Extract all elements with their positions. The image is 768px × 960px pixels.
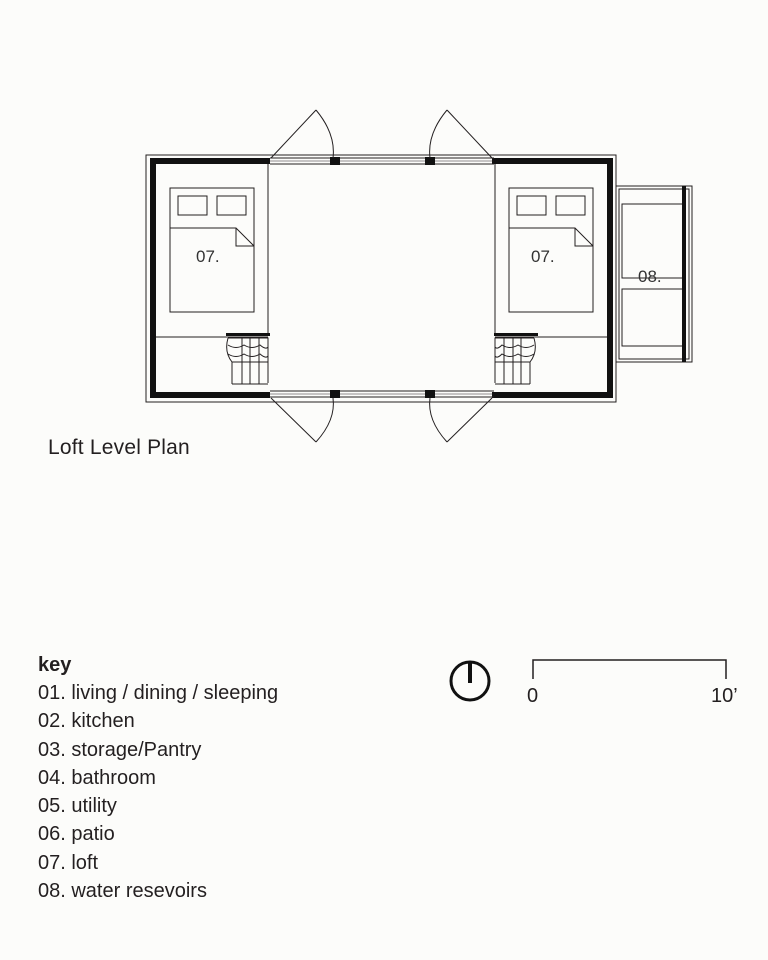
- key-item: 01. living / dining / sleeping: [38, 682, 279, 704]
- key-legend: [38, 654, 278, 905]
- left-stair: [227, 338, 268, 384]
- door-swing-bottom-left: [271, 398, 333, 442]
- key-item: 03. storage/Pantry: [38, 738, 202, 761]
- right-stair: [495, 338, 535, 384]
- key-item: 07. loft: [38, 851, 99, 874]
- scale-start: 0: [527, 685, 539, 707]
- key-heading: key: [38, 654, 72, 676]
- outer-shell: [146, 155, 616, 402]
- door-swing-bottom-right: [430, 398, 492, 442]
- room-label-loft-right: 07.: [531, 247, 555, 266]
- door-swing-top-left: [271, 110, 333, 158]
- key-item: 05. utility: [38, 795, 117, 818]
- key-item: 06. patio: [38, 823, 115, 846]
- key-list: [38, 679, 278, 905]
- scale-end: 10’: [711, 685, 738, 707]
- left-rail: [226, 333, 270, 336]
- scale-bar: [533, 660, 726, 679]
- key-item: 08. water resevoirs: [38, 880, 207, 903]
- bottom-glazing: [270, 390, 494, 398]
- key-item: 02. kitchen: [38, 710, 135, 733]
- room-label-loft-left: 07.: [196, 247, 220, 266]
- north-arrow-icon: [451, 662, 489, 700]
- key-item: 04. bathroom: [38, 766, 156, 789]
- door-swing-top-right: [430, 110, 492, 158]
- right-rail: [494, 333, 538, 336]
- room-label-water: 08.: [638, 267, 662, 286]
- top-glazing: [270, 157, 494, 165]
- plan-title: Loft Level Plan: [48, 436, 190, 459]
